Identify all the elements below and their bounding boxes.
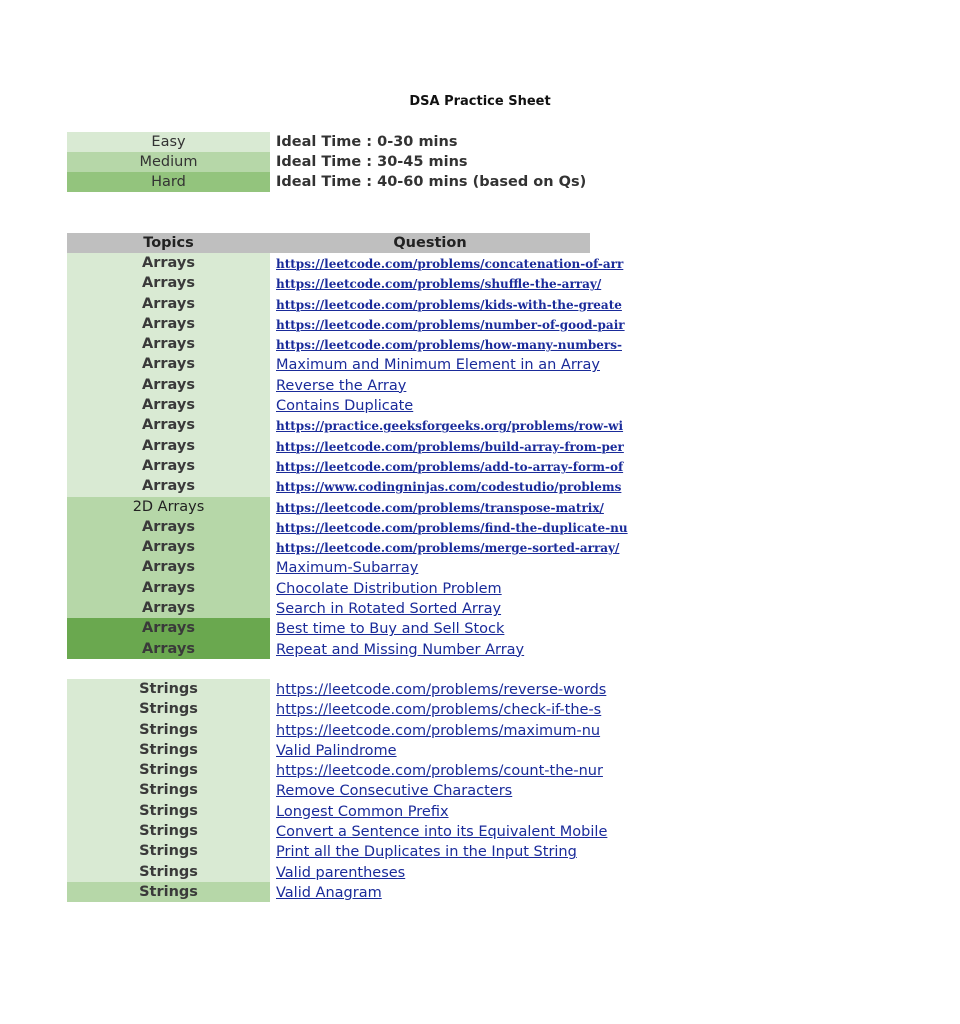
table-row [67, 395, 590, 415]
topic-cell: Strings [67, 720, 270, 740]
topic-cell: Arrays [67, 415, 270, 435]
question-cell [270, 273, 602, 293]
header-topics: Topics [143, 235, 194, 251]
table-row [67, 497, 604, 517]
question-cell [270, 862, 588, 882]
question-link[interactable]: https://practice.geeksforgeeks.org/problems/row-wi [276, 419, 624, 434]
question-link[interactable]: https://leetcode.com/problems/reverse-words [276, 681, 607, 698]
question-cell [270, 334, 622, 354]
question-link[interactable]: https://leetcode.com/problems/maximum-nu [276, 722, 601, 739]
question-cell [270, 395, 588, 415]
question-cell [270, 436, 624, 456]
question-link[interactable]: https://leetcode.com/problems/concatenation-of-arr [276, 257, 624, 271]
table-row [67, 821, 608, 841]
header-question: Question [393, 235, 467, 251]
table-row [67, 679, 607, 699]
topic-cell: Arrays [67, 436, 270, 456]
question-cell [270, 253, 624, 273]
table-row [67, 578, 590, 598]
question-link[interactable]: Search in Rotated Sorted Array [276, 601, 502, 618]
table-row [67, 740, 590, 760]
table-row [67, 882, 590, 902]
question-cell [270, 354, 600, 374]
question-link[interactable]: Convert a Sentence into its Equivalent Mobile [276, 824, 608, 841]
question-cell [270, 598, 588, 618]
table-row [67, 618, 590, 638]
topic-cell: Arrays [67, 375, 270, 395]
question-link[interactable]: Contains Duplicate [276, 398, 414, 415]
question-cell [270, 476, 622, 496]
question-link[interactable]: Remove Consecutive Characters [276, 783, 513, 800]
question-cell [270, 801, 588, 821]
topic-cell: Arrays [67, 639, 270, 659]
difficulty-row-medium [67, 152, 586, 172]
question-link[interactable]: Best time to Buy and Sell Stock [276, 621, 505, 638]
questions-table [67, 233, 628, 902]
question-cell [270, 578, 588, 598]
question-cell [270, 679, 607, 699]
difficulty-label: Hard [67, 172, 270, 192]
table-spacer [67, 659, 590, 679]
table-row [67, 780, 590, 800]
topic-cell: Arrays [67, 618, 270, 638]
question-link[interactable]: https://leetcode.com/problems/kids-with-the-greate [276, 297, 622, 312]
topic-cell: Strings [67, 699, 270, 719]
table-row [67, 375, 590, 395]
topic-cell: Arrays [67, 354, 270, 374]
topic-cell: Arrays [67, 578, 270, 598]
question-link[interactable]: https://www.codingninjas.com/codestudio/problems [276, 480, 622, 495]
question-cell [270, 841, 588, 861]
table-row [67, 699, 602, 719]
question-link[interactable]: Valid Anagram [276, 884, 382, 901]
topic-cell: Strings [67, 821, 270, 841]
question-link[interactable]: https://leetcode.com/problems/shuffle-the-array/ [276, 277, 602, 292]
topic-cell: Strings [67, 740, 270, 760]
difficulty-row-hard [67, 172, 586, 192]
question-cell [270, 375, 588, 395]
question-cell [270, 821, 608, 841]
question-cell [270, 740, 588, 760]
topic-cell: Arrays [67, 273, 270, 293]
table-row [67, 801, 590, 821]
table-row [67, 517, 628, 537]
question-link[interactable]: Chocolate Distribution Problem [276, 580, 502, 597]
topic-cell: Arrays [67, 517, 270, 537]
difficulty-legend [67, 132, 586, 192]
question-link[interactable]: https://leetcode.com/problems/how-many-numbers- [276, 338, 622, 353]
table-row [67, 537, 620, 557]
difficulty-row-easy [67, 132, 586, 152]
question-cell [270, 882, 588, 902]
question-cell [270, 517, 628, 537]
question-link[interactable]: https://leetcode.com/problems/check-if-the-s [276, 702, 602, 719]
topic-cell: Arrays [67, 314, 270, 334]
table-row [67, 557, 590, 577]
topic-cell: Strings [67, 882, 270, 902]
difficulty-time: Ideal Time : 0-30 mins [276, 134, 458, 150]
question-link[interactable]: https://leetcode.com/problems/count-the-nur [276, 763, 603, 780]
table-row [67, 273, 602, 293]
question-cell [270, 314, 625, 334]
question-link[interactable]: Reverse the Array [276, 377, 407, 394]
question-cell [270, 294, 622, 314]
question-cell [270, 780, 588, 800]
question-cell [270, 415, 624, 435]
question-cell [270, 699, 602, 719]
topic-cell: Arrays [67, 294, 270, 314]
question-link[interactable]: Maximum and Minimum Element in an Array [276, 357, 600, 374]
topic-cell: Arrays [67, 476, 270, 496]
topic-cell: Arrays [67, 537, 270, 557]
difficulty-label: Easy [67, 132, 270, 152]
table-row [67, 862, 590, 882]
table-row [67, 841, 590, 861]
topic-cell: Strings [67, 862, 270, 882]
question-cell [270, 497, 604, 517]
table-row [67, 294, 622, 314]
question-link[interactable]: https://leetcode.com/problems/build-array-from-per [276, 439, 624, 454]
table-body [67, 253, 628, 902]
question-cell [270, 760, 603, 780]
difficulty-time: Ideal Time : 30-45 mins [276, 154, 468, 170]
question-link[interactable]: https://leetcode.com/problems/merge-sorted-array/ [276, 541, 620, 556]
table-row [67, 639, 590, 659]
topic-cell: Arrays [67, 598, 270, 618]
difficulty-time: Ideal Time : 40-60 mins (based on Qs) [276, 174, 587, 190]
question-link[interactable]: Longest Common Prefix [276, 803, 449, 820]
table-row [67, 598, 590, 618]
topic-cell: Arrays [67, 456, 270, 476]
question-link[interactable]: https://leetcode.com/problems/find-the-duplicate-nu [276, 520, 628, 535]
question-link[interactable]: Repeat and Missing Number Array [276, 641, 525, 658]
question-cell [270, 639, 588, 659]
question-cell [270, 720, 601, 740]
topic-cell: Strings [67, 801, 270, 821]
table-row [67, 354, 600, 374]
topic-cell: Strings [67, 841, 270, 861]
table-row [67, 476, 622, 496]
topic-cell: Strings [67, 780, 270, 800]
question-link[interactable]: Print all the Duplicates in the Input String [276, 844, 577, 861]
table-row [67, 720, 601, 740]
question-link[interactable]: Valid Palindrome [276, 742, 397, 759]
topic-cell: Strings [67, 760, 270, 780]
table-row [67, 314, 625, 334]
difficulty-label: Medium [67, 152, 270, 172]
question-cell [270, 456, 624, 476]
topic-cell: Arrays [67, 395, 270, 415]
table-row [67, 334, 622, 354]
topic-cell: Arrays [67, 253, 270, 273]
topic-cell: Arrays [67, 334, 270, 354]
topic-cell: Strings [67, 679, 270, 699]
table-row [67, 436, 624, 456]
table-header [67, 233, 590, 253]
question-cell [270, 537, 620, 557]
question-cell [270, 557, 588, 577]
page-title: DSA Practice Sheet [409, 94, 551, 109]
table-row [67, 456, 624, 476]
table-row [67, 415, 624, 435]
question-link[interactable]: https://leetcode.com/problems/add-to-array-form-of [276, 459, 624, 474]
question-link[interactable]: Valid parentheses [276, 864, 406, 881]
topic-cell: 2D Arrays [67, 497, 270, 517]
question-link[interactable]: https://leetcode.com/problems/number-of-good-pair [276, 317, 625, 332]
table-row [67, 760, 603, 780]
table-row [67, 253, 624, 273]
topic-cell: Arrays [67, 557, 270, 577]
question-link[interactable]: Maximum-Subarray [276, 560, 419, 577]
question-link[interactable]: https://leetcode.com/problems/transpose-matrix/ [276, 500, 604, 515]
question-cell [270, 618, 588, 638]
